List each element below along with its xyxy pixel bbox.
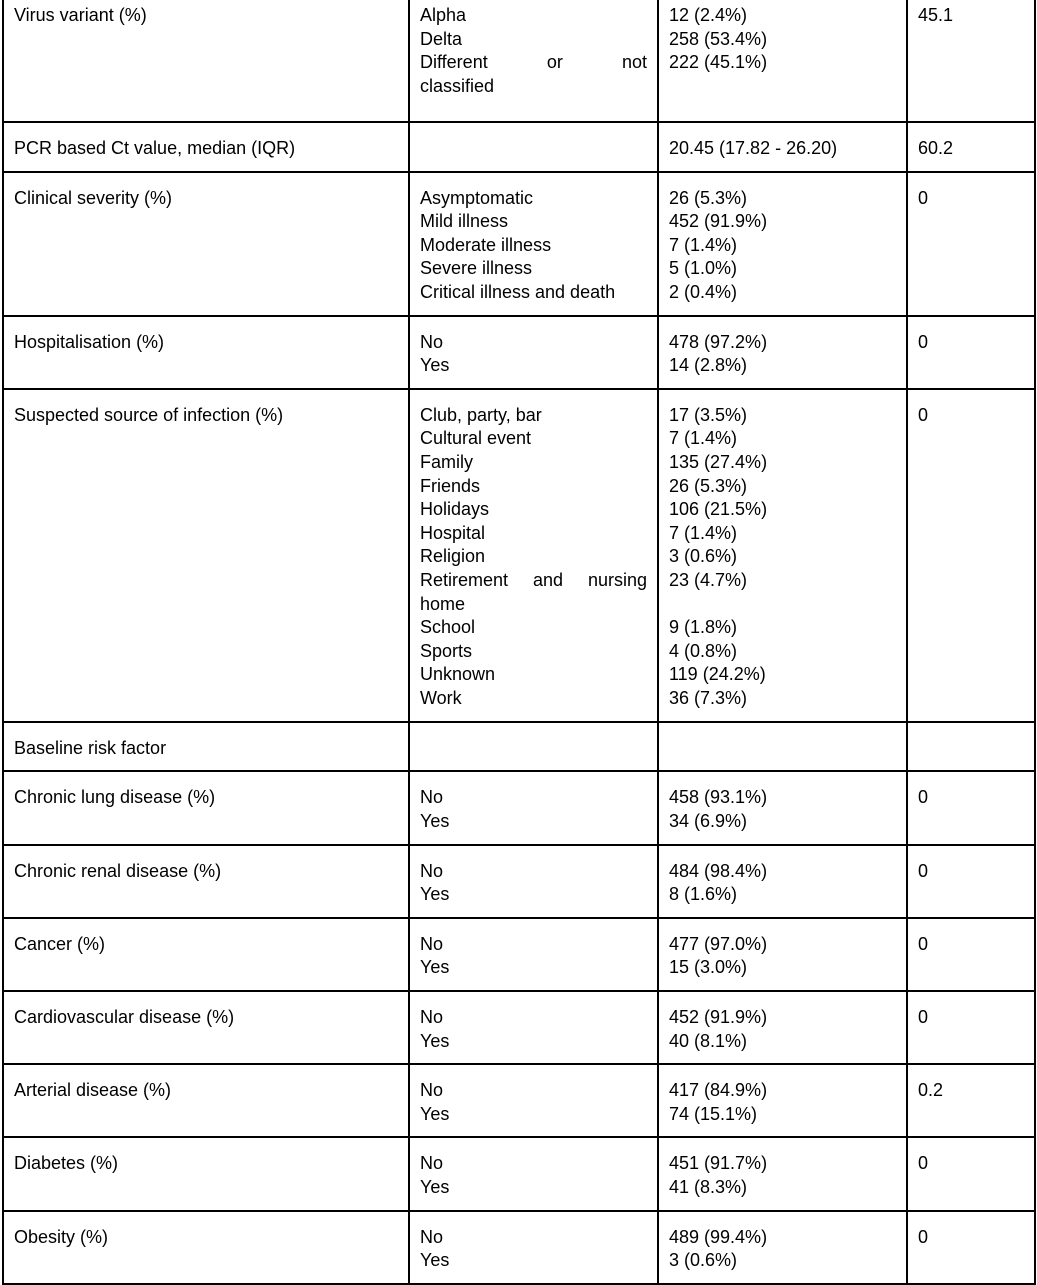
value-item: 26 (5.3%) (669, 475, 748, 496)
row-values (658, 1064, 907, 1137)
value-item: 135 (27.4%) (669, 451, 768, 472)
category-item: Sports (420, 640, 473, 661)
category-item: No (420, 1226, 444, 1247)
category-item: Retirement and nursing (420, 569, 647, 590)
category-item: Severe illness (420, 258, 533, 279)
value-item: 119 (24.2%) (669, 664, 766, 685)
row-label: Diabetes (%) (3, 1137, 409, 1210)
value-item: 20.45 (17.82 - 26.20) (669, 138, 838, 158)
value-item: 40 (8.1%) (669, 1030, 748, 1051)
category-item: No (420, 787, 444, 808)
row-categories (409, 122, 658, 172)
value-item: 106 (21.5%) (669, 499, 768, 520)
row-missing: 0 (907, 845, 1035, 918)
table-row (3, 771, 1035, 844)
row-missing (907, 722, 1035, 772)
row-label: Baseline risk factor (3, 722, 409, 772)
category-item: Critical illness and death (420, 281, 616, 302)
row-categories (409, 991, 658, 1064)
value-item: 452 (91.9%) (669, 211, 768, 232)
value-item: 8 (1.6%) (669, 884, 738, 905)
table-row (3, 389, 1035, 722)
category-item: Unknown (420, 664, 496, 685)
table-row (3, 722, 1035, 772)
value-item: 5 (1.0%) (669, 258, 738, 279)
value-item: 3 (0.6%) (669, 546, 738, 567)
category-item: Yes (420, 1250, 450, 1271)
value-item: 15 (3.0%) (669, 957, 748, 978)
row-values (658, 1137, 907, 1210)
row-categories (409, 1137, 658, 1210)
row-values: 12 (2.4%) 258 (53.4%) 222 (45.1%) (658, 0, 907, 122)
row-categories (409, 918, 658, 991)
category-item: Friends (420, 475, 481, 496)
category-item: Work (420, 687, 462, 708)
row-categories (409, 172, 658, 316)
row-missing: 0 (907, 1137, 1035, 1210)
row-missing: 0 (907, 918, 1035, 991)
row-values (658, 991, 907, 1064)
row-label: Hospitalisation (%) (3, 316, 409, 389)
value-item: 26 (5.3%) (669, 187, 748, 208)
category-item: Yes (420, 355, 450, 376)
category-item: Hospital (420, 522, 486, 543)
value-item: 41 (8.3%) (669, 1176, 748, 1197)
row-missing: 0 (907, 316, 1035, 389)
row-label: Virus variant (%) (3, 0, 409, 122)
value-item: 478 (97.2%) (669, 331, 768, 352)
row-categories (409, 722, 658, 772)
row-categories (409, 389, 658, 722)
row-values (658, 845, 907, 918)
category-item: No (420, 1006, 444, 1027)
row-categories: Alpha Delta Different or not classified (409, 0, 658, 122)
value-item: 9 (1.8%) (669, 617, 738, 638)
row-missing: 60.2 (907, 122, 1035, 172)
table-row (3, 991, 1035, 1064)
row-missing: 45.1 (907, 0, 1035, 122)
category-item: Religion (420, 546, 486, 567)
row-values (658, 771, 907, 844)
row-values (658, 918, 907, 991)
row-missing: 0.2 (907, 1064, 1035, 1137)
value-item: 484 (98.4%) (669, 860, 768, 881)
table-row (3, 1137, 1035, 1210)
row-missing: 0 (907, 172, 1035, 316)
row-categories (409, 1064, 658, 1137)
row-label: Cancer (%) (3, 918, 409, 991)
category-item: No (420, 860, 444, 881)
category-item: Yes (420, 810, 450, 831)
category-item: No (420, 331, 444, 352)
category-item: No (420, 933, 444, 954)
row-label: Chronic lung disease (%) (3, 771, 409, 844)
value-item: 36 (7.3%) (669, 687, 748, 708)
row-values (658, 122, 907, 172)
row-values (658, 389, 907, 722)
value-item: 451 (91.7%) (669, 1153, 768, 1174)
category-item: Holidays (420, 499, 490, 520)
value-item: 477 (97.0%) (669, 933, 768, 954)
value-item (669, 593, 896, 617)
category-item: Cultural event (420, 428, 532, 449)
value-item: 14 (2.8%) (669, 355, 748, 376)
value-item: 7 (1.4%) (669, 234, 738, 255)
row-label: Clinical severity (%) (3, 172, 409, 316)
category-item: Club, party, bar (420, 404, 542, 425)
row-categories (409, 316, 658, 389)
table-row (3, 1064, 1035, 1137)
value-item: 452 (91.9%) (669, 1006, 768, 1027)
category-item: No (420, 1080, 444, 1101)
row-missing: 0 (907, 771, 1035, 844)
row-label: PCR based Ct value, median (IQR) (3, 122, 409, 172)
category-item: Yes (420, 957, 450, 978)
row-values (658, 722, 907, 772)
row-values (658, 1211, 907, 1284)
value-item: 489 (99.4%) (669, 1226, 768, 1247)
value-item: 17 (3.5%) (669, 404, 748, 425)
row-label: Arterial disease (%) (3, 1064, 409, 1137)
table-row (3, 845, 1035, 918)
row-values (658, 172, 907, 316)
row-categories (409, 1211, 658, 1284)
category-item: Mild illness (420, 211, 509, 232)
category-item: home (420, 593, 466, 614)
category-item: No (420, 1153, 444, 1174)
value-item: 3 (0.6%) (669, 1250, 738, 1271)
category-item: Yes (420, 1103, 450, 1124)
category-item: School (420, 617, 476, 638)
value-item: 417 (84.9%) (669, 1080, 768, 1101)
row-missing: 0 (907, 389, 1035, 722)
table-body (3, 0, 1035, 1284)
row-values (658, 316, 907, 389)
table-row (3, 316, 1035, 389)
value-item: 458 (93.1%) (669, 787, 768, 808)
category-item: Asymptomatic (420, 187, 534, 208)
value-item: 7 (1.4%) (669, 522, 738, 543)
row-missing: 0 (907, 991, 1035, 1064)
table-row (3, 122, 1035, 172)
value-item: 7 (1.4%) (669, 428, 738, 449)
value-item: 4 (0.8%) (669, 640, 738, 661)
category-item: Moderate illness (420, 234, 552, 255)
table-row (3, 918, 1035, 991)
row-label: Cardiovascular disease (%) (3, 991, 409, 1064)
value-item: 34 (6.9%) (669, 810, 748, 831)
category-item: Family (420, 451, 473, 472)
table-row (3, 1211, 1035, 1284)
table-row (3, 0, 1035, 122)
value-item: 74 (15.1%) (669, 1103, 758, 1124)
row-categories (409, 845, 658, 918)
table-row (3, 172, 1035, 316)
characteristics-table (2, 0, 1036, 1285)
row-categories (409, 771, 658, 844)
row-label: Chronic renal disease (%) (3, 845, 409, 918)
category-item: Yes (420, 1030, 450, 1051)
value-item: 23 (4.7%) (669, 569, 748, 590)
value-item: 2 (0.4%) (669, 281, 738, 302)
row-label: Suspected source of infection (%) (3, 389, 409, 722)
category-item: Yes (420, 884, 450, 905)
row-label: Obesity (%) (3, 1211, 409, 1284)
category-item: Yes (420, 1176, 450, 1197)
row-missing: 0 (907, 1211, 1035, 1284)
